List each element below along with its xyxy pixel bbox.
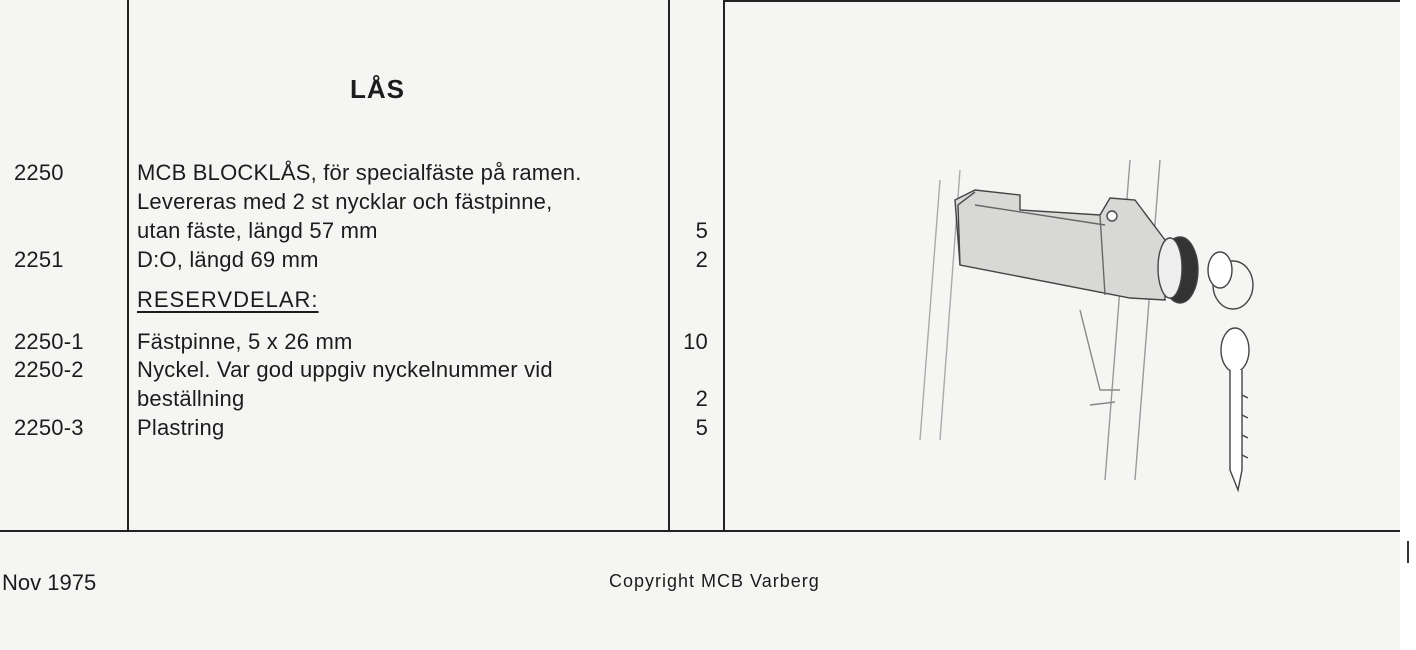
spare-part-description-line: Fästpinne, 5 x 26 mm: [137, 329, 353, 354]
column-divider-qty-left: [668, 0, 670, 532]
quantity-value: 5: [695, 415, 708, 440]
spare-part-description-line: Plastring: [137, 415, 225, 440]
spare-part-description-line: Nyckel. Var god uppgiv nyckelnummer vid: [137, 357, 553, 382]
spare-part-number: 2250-1: [14, 329, 84, 354]
quantity-value: 2: [695, 247, 708, 272]
quantity-value: 2: [695, 386, 708, 411]
part-description-line: D:O, längd 69 mm: [137, 247, 319, 272]
part-description-line: MCB BLOCKLÅS, för specialfäste på ramen.: [137, 160, 582, 185]
spare-part-number: 2250-3: [14, 415, 84, 440]
quantity-value: 10: [683, 329, 708, 354]
part-number: 2250: [14, 160, 64, 185]
footer-date: Nov 1975: [2, 570, 97, 595]
section-title: LÅS: [350, 74, 405, 104]
part-number: 2251: [14, 247, 64, 272]
part-description-line: utan fäste, längd 57 mm: [137, 218, 378, 243]
table-top-border: [723, 0, 1400, 2]
table-bottom-border: [0, 530, 1400, 532]
scroll-indicator[interactable]: [1407, 541, 1409, 563]
footer-copyright: Copyright MCB Varberg: [609, 571, 820, 591]
part-description-line: Levereras med 2 st nycklar och fästpinne,: [137, 189, 553, 214]
spare-part-description-line: beställning: [137, 386, 245, 411]
column-divider-qty-right: [723, 0, 725, 532]
quantity-column: [672, 0, 708, 530]
quantity-value: 5: [695, 218, 708, 243]
spare-part-number: 2250-2: [14, 357, 84, 382]
spares-heading: RESERVDELAR:: [137, 287, 319, 312]
column-divider-left: [127, 0, 129, 532]
block-lock-illustration-icon: [900, 140, 1280, 520]
